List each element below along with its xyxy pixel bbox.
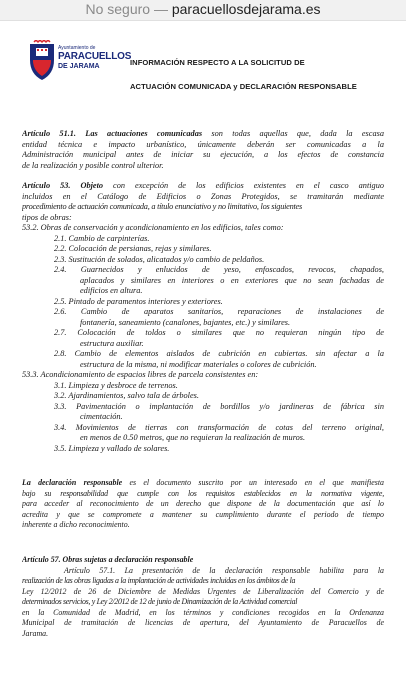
item-3-3-a: 3.3. Pavimentación o implantación de bordillos y/o jardineras de fábrica sin — [54, 401, 384, 411]
item-2-6-b: fontanería, saneamiento (canalones, bajantes, etc.) y similares. — [80, 317, 291, 327]
article-57-line4: determinados servicios, y Ley 2/2012 de 12 de junio de Dinamización de la Actividad comercial — [22, 597, 298, 606]
article-53 — [22, 181, 384, 454]
item-2-8-b: estructura de la misma, ni modificar materiales o colores de cubrición. — [80, 359, 317, 369]
article-53-heading: Artículo 53. Objeto — [22, 181, 104, 190]
article-51 — [22, 129, 384, 171]
article-57-line7: Jarama. — [22, 628, 49, 638]
declaration-heading: La declaración responsable — [22, 478, 123, 487]
article-57-line1: Artículo 57.1. La presentación de la declaración responsable habilita para la — [64, 565, 384, 575]
doc-title-1: INFORMACIÓN RESPECTO A LA SOLICITUD DE — [130, 58, 305, 67]
item-2-3: 2.3. Sustitución de solados, alicatados y/o cambio de peldaños. — [54, 254, 265, 264]
article-57-heading: Artículo 57. Obras sujetas a declaración responsable — [22, 555, 194, 564]
section-53-3: 53.3. Acondicionamiento de espacios libres de parcela consistentes en: — [22, 370, 259, 379]
item-3-5: 3.5. Limpieza y vallado de solares. — [54, 443, 170, 453]
article-57-line2: realización de las obras ligadas a la implantación de actividades incluidas en los ámbitos de la — [22, 576, 296, 585]
article-53-line1: con excepción de los edificios existentes en el casco antiguo — [103, 181, 384, 190]
article-53-line4: tipos de obras: — [22, 212, 72, 222]
item-2-8-a: 2.8. Cambio de elementos aislados de cubrición en cubiertas. sin afectar a la — [54, 349, 384, 358]
article-57 — [22, 555, 384, 639]
article-51-line1: son todas aquellas que, dada la escasa — [202, 129, 384, 138]
municipality-logo — [28, 40, 132, 100]
item-3-4-b: en menos de 0.50 metros, que no requieran la realización de muros. — [80, 433, 306, 442]
declaration-line5: inherente a dicho reconocimiento. — [22, 520, 130, 529]
declaration-line4: acredita y que se compromete a mantener su cumplimiento durante el periodo de tiempo — [22, 509, 384, 519]
item-2-7-a: 2.7. Colocación de toldos o similares que no requieran ningún tipo de — [54, 328, 384, 337]
article-51-line4: de la realización y posible control ulterior. — [22, 160, 164, 170]
item-3-1: 3.1. Limpieza y desbroce de terrenos. — [54, 380, 178, 390]
declaration-paragraph — [22, 478, 384, 531]
article-51-heading: Artículo 51.1. Las actuaciones comunicadas — [22, 129, 203, 138]
logo-line1: Ayuntamiento de — [58, 45, 96, 51]
item-2-4-c: edificios en altura. — [80, 286, 143, 295]
url-host: paracuellosdejarama.es — [171, 1, 321, 17]
item-2-2: 2.2. Colocación de persianas, rejas y similares. — [54, 244, 212, 253]
logo-line2: PARACUELLOS — [58, 51, 132, 62]
article-53-line3: procedimiento de actuación comunicada, a título enunciativo y no limitativo, los siguientes — [22, 202, 302, 211]
article-53-line2: incluidos en el Catálogo de Edificios o Zonas Protegidos, se tramitarán mediante — [22, 191, 384, 201]
logo-line3: DE JARAMA — [58, 63, 100, 70]
declaration-line1: es el documento suscrito por un interesado en el que manifiesta — [122, 478, 384, 487]
item-2-4-b: aplacados y similares en interiores o en exteriores que no sean fachadas de — [80, 275, 384, 285]
doc-title-2: ACTUACIÓN COMUNICADA y DECLARACIÓN RESPONSABLE — [130, 82, 357, 91]
article-57-line5: en la Comunidad de Madrid, en los términos y condiciones recogidos en la Ordenanza — [22, 607, 384, 617]
item-3-3-b: cimentación. — [80, 412, 123, 421]
item-3-4-a: 3.4. Movimientos de tierras con transformación de cotas del terreno original, — [54, 422, 384, 432]
article-57-line3: Ley 12/2012 de 26 de Diciembre de Medidas Urgentes de Liberalización del Comercio y de — [22, 586, 384, 596]
item-2-5: 2.5. Pintado de paramentos interiores y exteriores. — [54, 296, 223, 306]
item-2-6-a: 2.6. Cambio de aparatos sanitarios, reparaciones de instalaciones de — [54, 307, 384, 316]
article-51-line3: Administración municipal antes de iniciar su ejecución, a los efectos de constancia — [22, 150, 384, 159]
item-2-4-a: 2.4. Guarnecidos y enlucidos de yeso, enfoscados, revocos, chapados, — [54, 265, 384, 274]
browser-url-bar[interactable] — [0, 0, 406, 21]
url-separator: — — [153, 1, 168, 17]
not-secure-label: No seguro — [85, 1, 151, 17]
article-57-line6: Municipal de tramitación de licencias de apertura, del Ayuntamiento de Paracuellos de — [22, 618, 384, 627]
declaration-line2: bajo su responsabilidad que cumple con los requisitos establecidos en la normativa vigente, — [22, 488, 384, 498]
article-51-line2: entidad técnica e impacto urbanístico, únicamente deberán ser comunicadas a la — [22, 139, 384, 149]
section-53-2: 53.2. Obras de conservación y acondicionamiento en los edificios, tales como: — [22, 223, 284, 232]
declaration-line3: para acceder al reconocimiento de un derecho que dispone de la documentación que así lo — [22, 499, 384, 508]
item-2-1: 2.1. Cambio de carpinterías. — [54, 233, 150, 243]
item-3-2: 3.2. Ajardinamientos, salvo tala de árboles. — [54, 391, 199, 400]
item-2-7-b: estructura auxiliar. — [80, 338, 144, 348]
